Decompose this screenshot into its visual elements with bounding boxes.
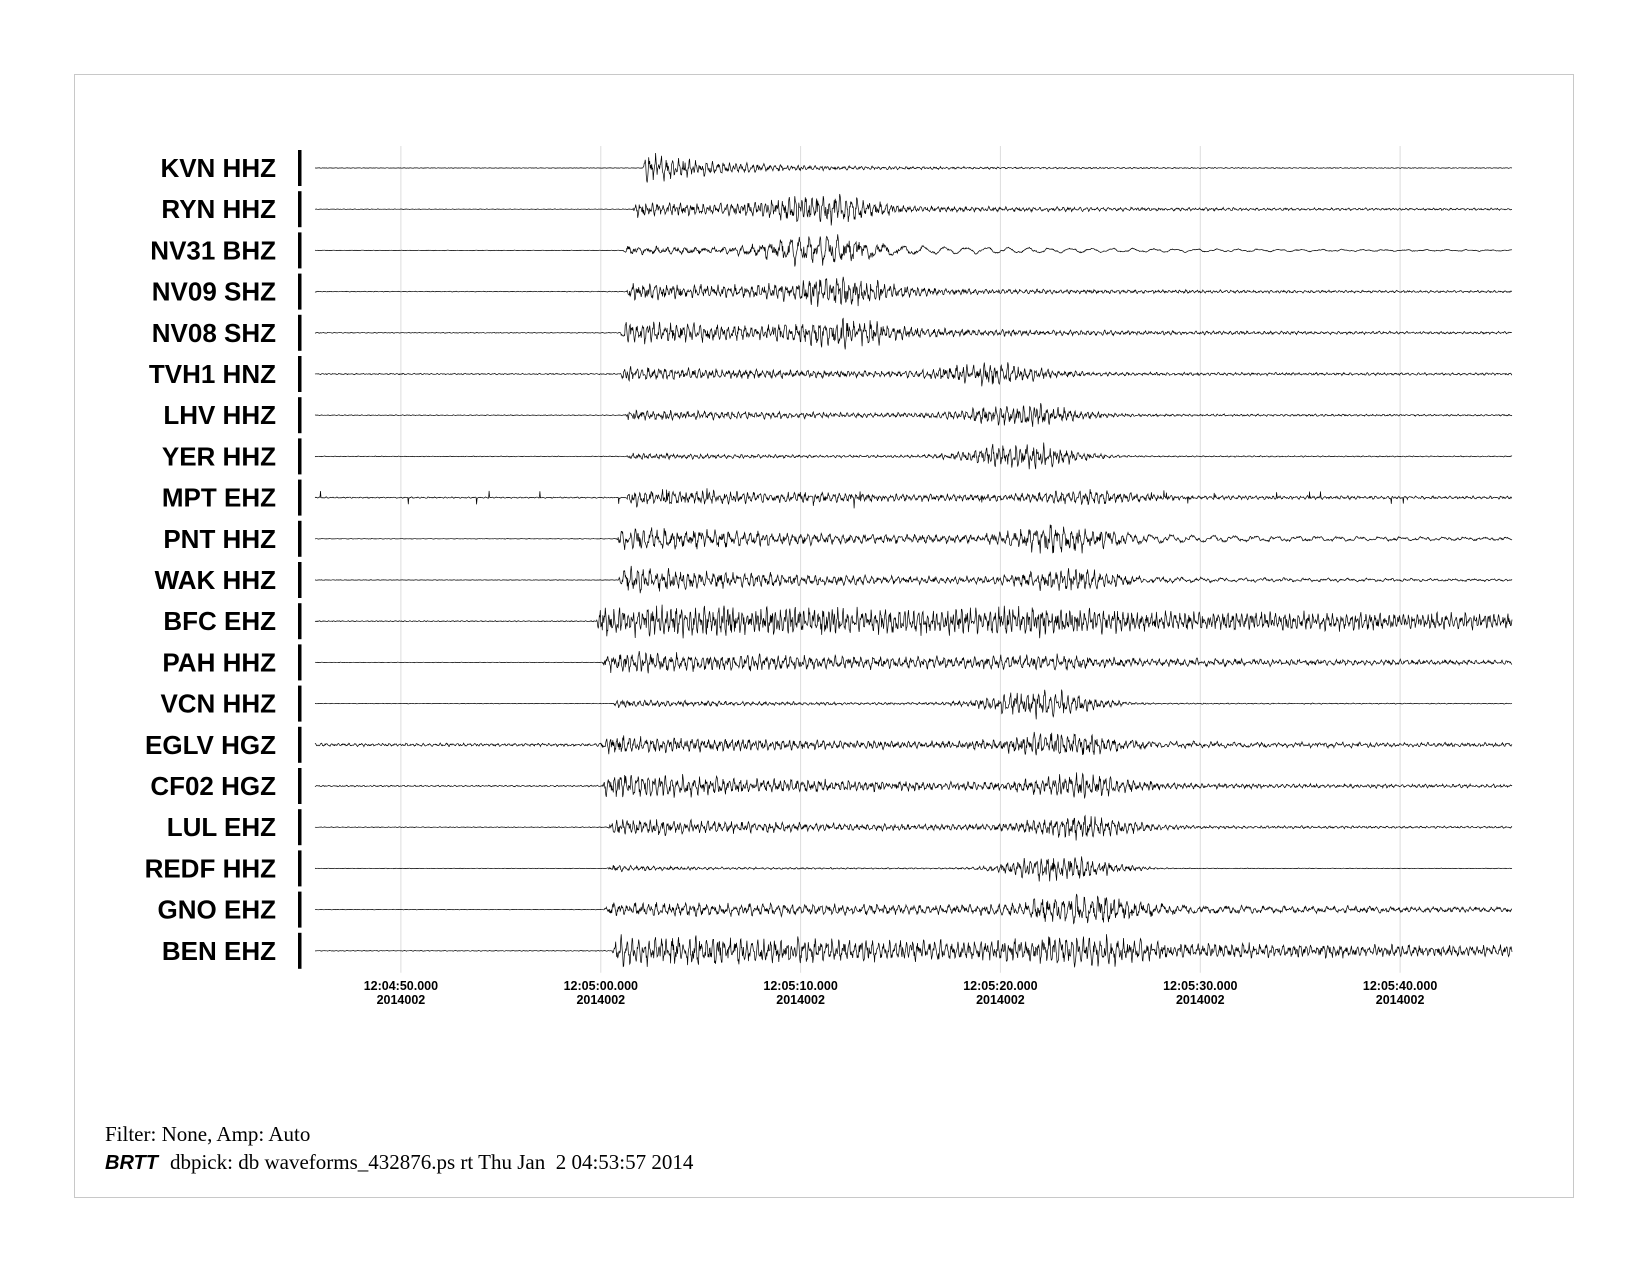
waveform-trace-19 [315,934,1512,967]
tick-time-0: 12:04:50.000 [363,978,439,993]
tick-time-1: 12:05:00.000 [563,978,638,993]
waveform-trace-0 [315,153,1512,183]
trace-label-14: EGLV HGZ [145,729,276,760]
filter-caption: Filter: None, Amp: Auto [105,1122,311,1146]
scale-bar-17 [298,850,302,886]
tick-date-4: 2014002 [1175,992,1225,1007]
trace-label-13: VCN HHZ [160,688,276,719]
trace-label-1: RYN HHZ [161,194,276,225]
scale-bar-13 [298,686,302,722]
tick-time-4: 12:05:30.000 [1163,978,1238,993]
trace-label-9: PNT HHZ [163,523,276,554]
tick-date-0: 2014002 [376,992,426,1007]
trace-layer [315,153,1512,967]
waveform-trace-7 [315,443,1512,470]
scale-bar-2 [298,232,302,268]
scale-bar-7 [298,438,302,474]
trace-label-11: BFC EHZ [163,606,276,637]
waveform-trace-15 [315,772,1512,798]
trace-label-15: CF02 HGZ [150,771,276,801]
trace-label-2: NV31 BHZ [150,235,276,266]
waveform-trace-3 [315,277,1512,307]
scale-bar-18 [298,892,302,928]
tick-date-1: 2014002 [576,992,626,1007]
dbpick-caption: dbpick: db waveforms_432876.ps rt Thu Jan 2 04:53:57 2014 [169,1150,694,1174]
waveform-trace-6 [315,403,1512,427]
waveform-trace-5 [315,362,1512,386]
tick-date-2: 2014002 [776,992,825,1007]
trace-label-16: LUL EHZ [166,812,276,843]
scale-bar-3 [298,274,302,310]
trace-label-10: WAK HHZ [154,565,276,595]
label-layer [145,150,302,969]
scale-bar-12 [298,644,302,680]
tick-layer [364,979,1438,1007]
waveform-trace-1 [315,194,1512,226]
waveform-trace-2 [315,234,1512,266]
trace-label-0: KVN HHZ [160,153,276,183]
waveform-trace-10 [315,566,1512,593]
scale-bar-11 [298,603,302,639]
scale-bar-5 [298,356,302,392]
scale-bar-16 [298,809,302,845]
tick-date-3: 2014002 [976,992,1025,1007]
waveform-trace-11 [315,605,1512,639]
scale-bar-15 [298,768,302,804]
brtt-brand: BRTT [105,1152,158,1174]
waveform-trace-17 [315,856,1512,881]
scale-bar-8 [298,480,302,516]
waveform-trace-13 [315,690,1512,720]
scale-bar-14 [298,727,302,763]
waveform-trace-18 [315,894,1512,924]
trace-label-18: GNO EHZ [157,894,276,925]
waveform-trace-16 [315,816,1512,841]
tick-time-3: 12:05:20.000 [963,978,1038,993]
scale-bar-0 [298,150,302,186]
waveform-trace-8 [315,488,1512,508]
waveform-trace-4 [315,318,1512,349]
scale-bar-9 [298,521,302,557]
trace-label-3: NV09 SHZ [151,276,276,307]
trace-label-5: TVH1 HNZ [148,359,276,389]
scale-bar-1 [298,191,302,227]
trace-label-8: MPT EHZ [161,482,276,513]
trace-label-12: PAH HHZ [162,647,276,678]
tick-time-5: 12:05:40.000 [1362,978,1438,993]
trace-label-6: LHV HHZ [163,400,276,431]
trace-label-4: NV08 SHZ [151,317,276,348]
footer-caption-line [105,1150,693,1175]
scale-bar-19 [298,933,302,969]
tick-date-5: 2014002 [1375,992,1425,1007]
tick-time-2: 12:05:10.000 [763,978,838,993]
waveform-trace-9 [315,525,1512,554]
waveform-trace-12 [315,651,1512,673]
scale-bar-4 [298,315,302,351]
trace-label-19: BEN EHZ [161,935,276,966]
scale-bar-10 [298,562,302,598]
waveform-trace-14 [315,732,1512,755]
trace-label-17: REDF HHZ [144,853,276,884]
grid-layer [401,146,1400,973]
trace-label-7: YER HHZ [161,441,276,472]
scale-bar-6 [298,397,302,433]
